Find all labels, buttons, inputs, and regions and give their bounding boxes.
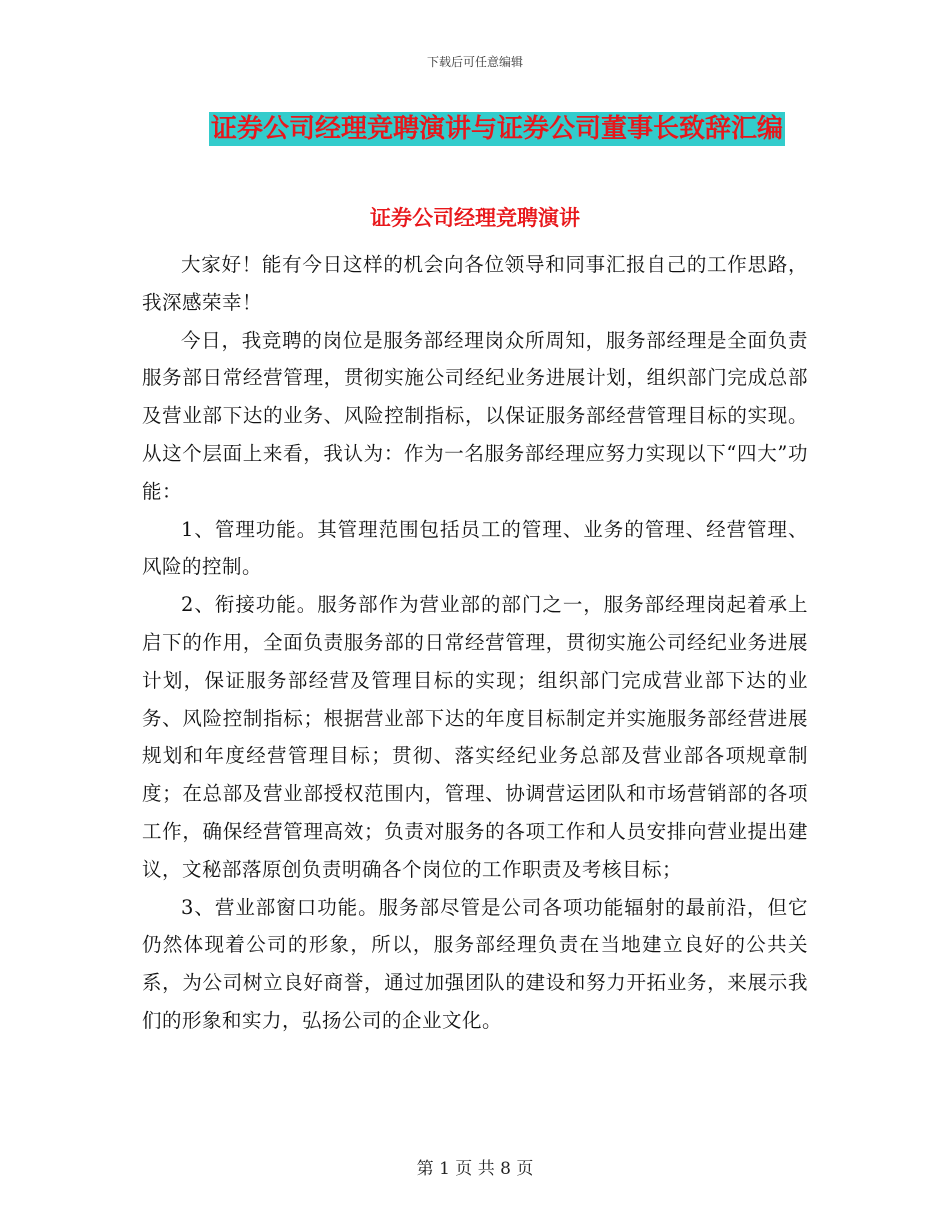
paragraph-function-3: 3、营业部窗口功能。服务部尽管是公司各项功能辐射的最前沿，但它仍然体现着公司的形象，所以，服务部经理负责在当地建立良好的公共关系，为公司树立良好商誉，通过加强团队的建设和努力开拓业务，来展示我们的形象和实力，弘扬公司的企业文化。 [142, 895, 808, 1032]
section-title: 证券公司经理竞聘演讲 [370, 206, 580, 230]
document-title: 证券公司经理竞聘演讲与证券公司董事长致辞汇编 [210, 114, 783, 144]
paragraph-greeting: 大家好！能有今日这样的机会向各位领导和同事汇报自己的工作思路，我深感荣幸！ [142, 253, 808, 314]
paragraph-function-1: 1、管理功能。其管理范围包括员工的管理、业务的管理、经营管理、风险的控制。 [142, 517, 808, 579]
document-title-container [0, 112, 950, 146]
page-header-note: 下载后可任意编辑 [426, 55, 523, 69]
document-body [142, 246, 808, 1040]
paragraph-position: 今日，我竞聘的岗位是服务部经理岗众所周知，服务部经理是全面负责服务部日常经营管理，贯彻实施公司经纪业务进展计划，组织部门完成总部及营业部下达的业务、风险控制指标，以保证服务部经营管理目标的实现。从这个层面上来看，我认为：作为一名服务部经理应努力实现以下“四大”功能： [142, 328, 808, 503]
page-number-footer: 第 1 页 共 8 页 [416, 1159, 534, 1179]
paragraph-function-2: 2、衔接功能。服务部作为营业部的部门之一，服务部经理岗起着承上启下的作用，全面负责服务部的日常经营管理，贯彻实施公司经纪业务进展计划，保证服务部经营及管理目标的实现；组织部门完成营业部下达的业务、风险控制指标；根据营业部下达的年度目标制定并实施服务部经营进展规划和年度经营管理目标；贯彻、落实经纪业务总部及营业部各项规章制度；在总部及营业部授权范围内，管理、协调营运团队和市场营销部的各项工作，确保经营管理高效；负责对服务的各项工作和人员安排向营业提出建议，文秘部落原创负责明确各个岗位的工作职责及考核目标； [142, 593, 808, 881]
